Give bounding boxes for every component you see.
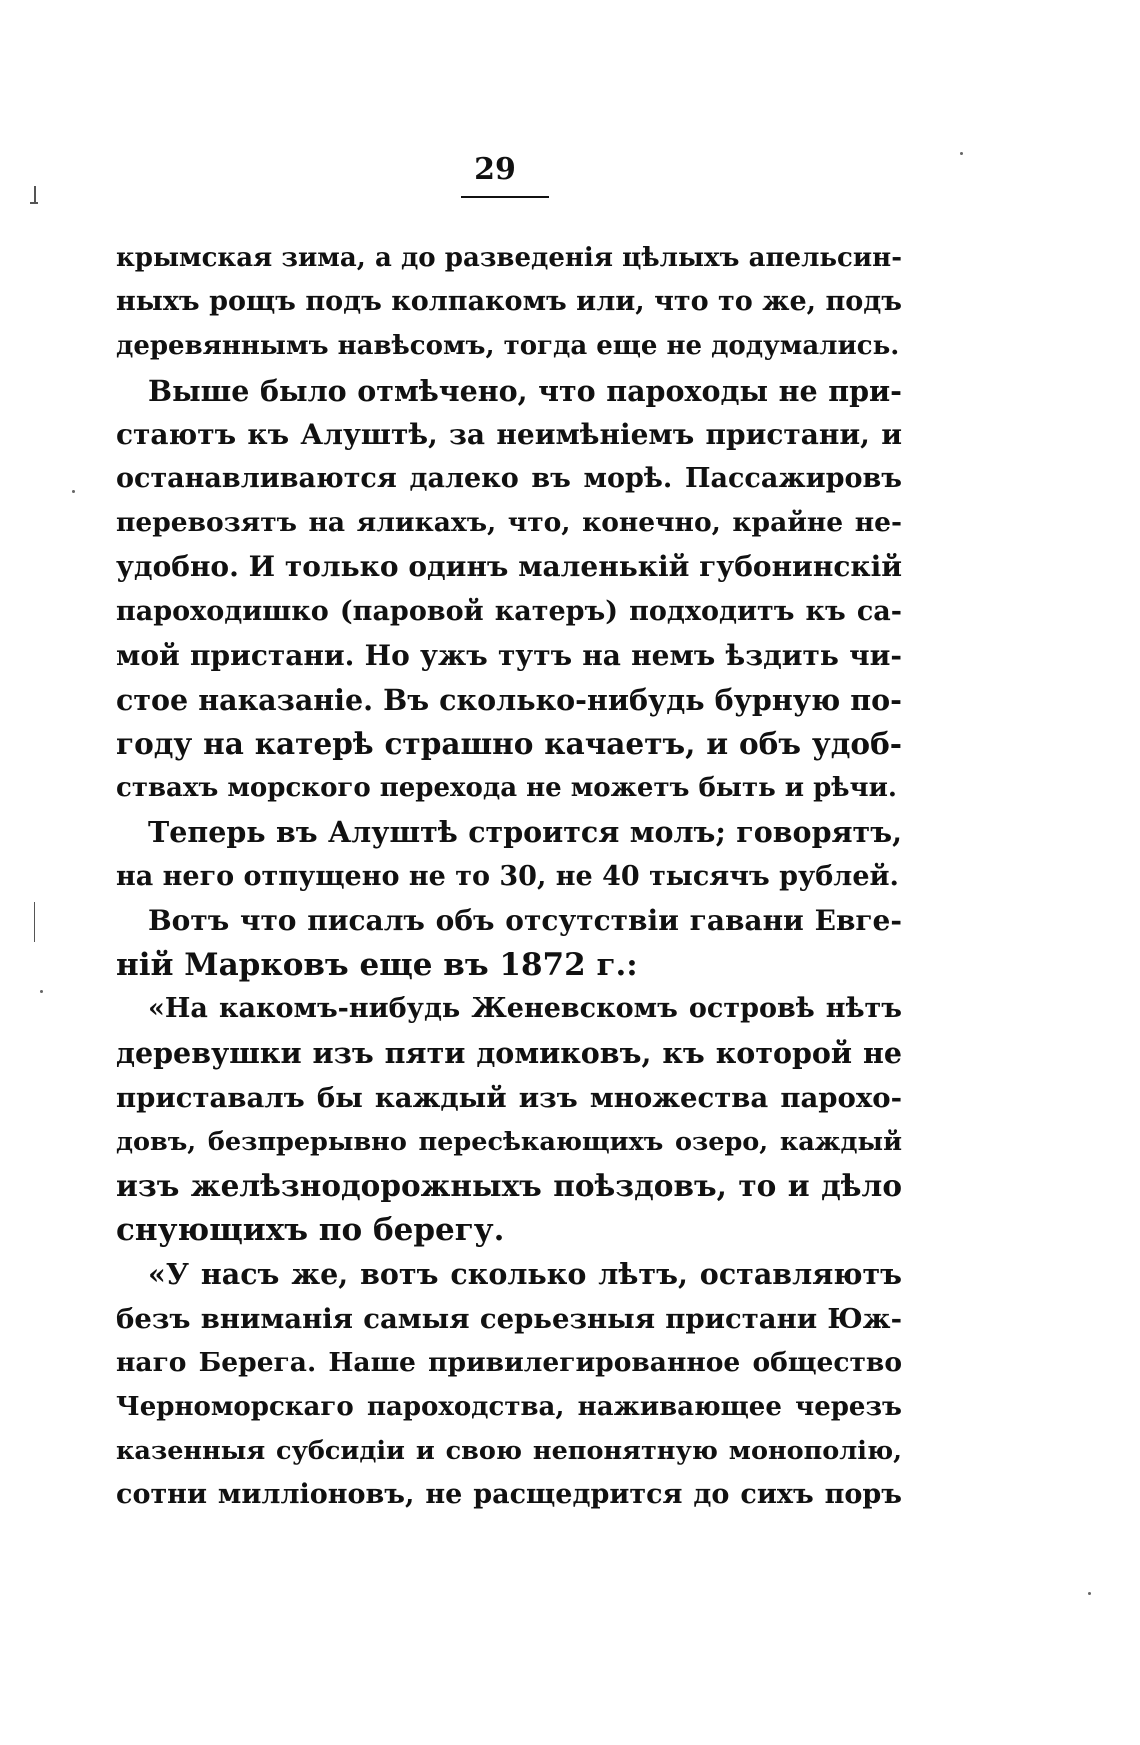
text-line: Черноморскаго пароходства, наживающее черезъ — [116, 1391, 902, 1422]
text-line: изъ желѣзнодорожныхъ поѣздовъ, то и дѣло — [116, 1167, 902, 1203]
text-line: стаютъ къ Алуштѣ, за неимѣніемъ пристани, и — [116, 417, 902, 451]
text-line: Вотъ что писалъ объ отсутствіи гавани Евге- — [148, 903, 902, 937]
text-line: мой пристани. Но ужъ тутъ на немъ ѣздить чи- — [116, 638, 902, 672]
scan-speck — [40, 990, 43, 993]
text-line: удобно. И только одинъ маленькій губонинскій — [116, 550, 902, 584]
scan-speck — [960, 152, 963, 155]
text-line: Теперь въ Алуштѣ строится молъ; говорятъ, — [148, 815, 902, 850]
text-line: сотни милліоновъ, не расщедрится до сихъ поръ — [116, 1479, 902, 1511]
page-number-rule — [461, 196, 549, 198]
text-line: стое наказаніе. Въ сколько-нибудь бурную по- — [116, 682, 902, 717]
text-line: пароходишко (паровой катеръ) подходитъ къ са- — [116, 595, 902, 627]
body-text — [116, 236, 902, 1517]
page-number: 29 — [474, 152, 516, 187]
text-line: довъ, безпрерывно пересѣкающихъ озеро, каждый — [116, 1126, 902, 1157]
text-line: наго Берега. Наше привилегированное общество — [116, 1346, 902, 1378]
text-line: Выше было отмѣчено, что пароходы не при- — [148, 373, 902, 408]
text-line: деревяннымъ навѣсомъ, тогда еще не додумались. — [116, 331, 900, 362]
text-line: казенныя субсидіи и свою непонятную монополію, — [116, 1436, 902, 1467]
margin-mark — [34, 902, 35, 942]
text-line: году на катерѣ страшно качаетъ, и объ удоб- — [116, 726, 902, 762]
text-line: ній Марковъ еще въ 1872 г.: — [116, 947, 638, 983]
text-line: ствахъ морского перехода не можетъ быть и рѣчи. — [116, 773, 897, 804]
text-line: перевозятъ на яликахъ, что, конечно, крайне не- — [116, 507, 902, 539]
text-line: на него отпущено не то 30, не 40 тысячъ рублей. — [116, 860, 899, 892]
text-line: деревушки изъ пяти домиковъ, къ которой не — [116, 1036, 902, 1071]
margin-mark — [30, 202, 38, 204]
text-line: крымская зима, а до разведенія цѣлыхъ апельсин- — [116, 243, 902, 273]
text-line: ныхъ рощъ подъ колпакомъ или, что то же, подъ — [116, 286, 902, 318]
text-line: «У насъ же, вотъ сколько лѣтъ, оставляютъ — [148, 1257, 902, 1292]
scan-speck — [72, 490, 75, 493]
text-line: приставалъ бы каждый изъ множества парохо- — [116, 1081, 902, 1114]
text-line: «На какомъ-нибудь Женевскомъ островѣ нѣтъ — [148, 993, 902, 1025]
text-line: безъ вниманія самыя серьезныя пристани Юж- — [116, 1302, 902, 1335]
text-line: останавливаются далеко въ морѣ. Пассажировъ — [116, 462, 902, 494]
text-line: снующихъ по берегу. — [116, 1212, 505, 1249]
scan-speck — [1088, 1592, 1091, 1595]
